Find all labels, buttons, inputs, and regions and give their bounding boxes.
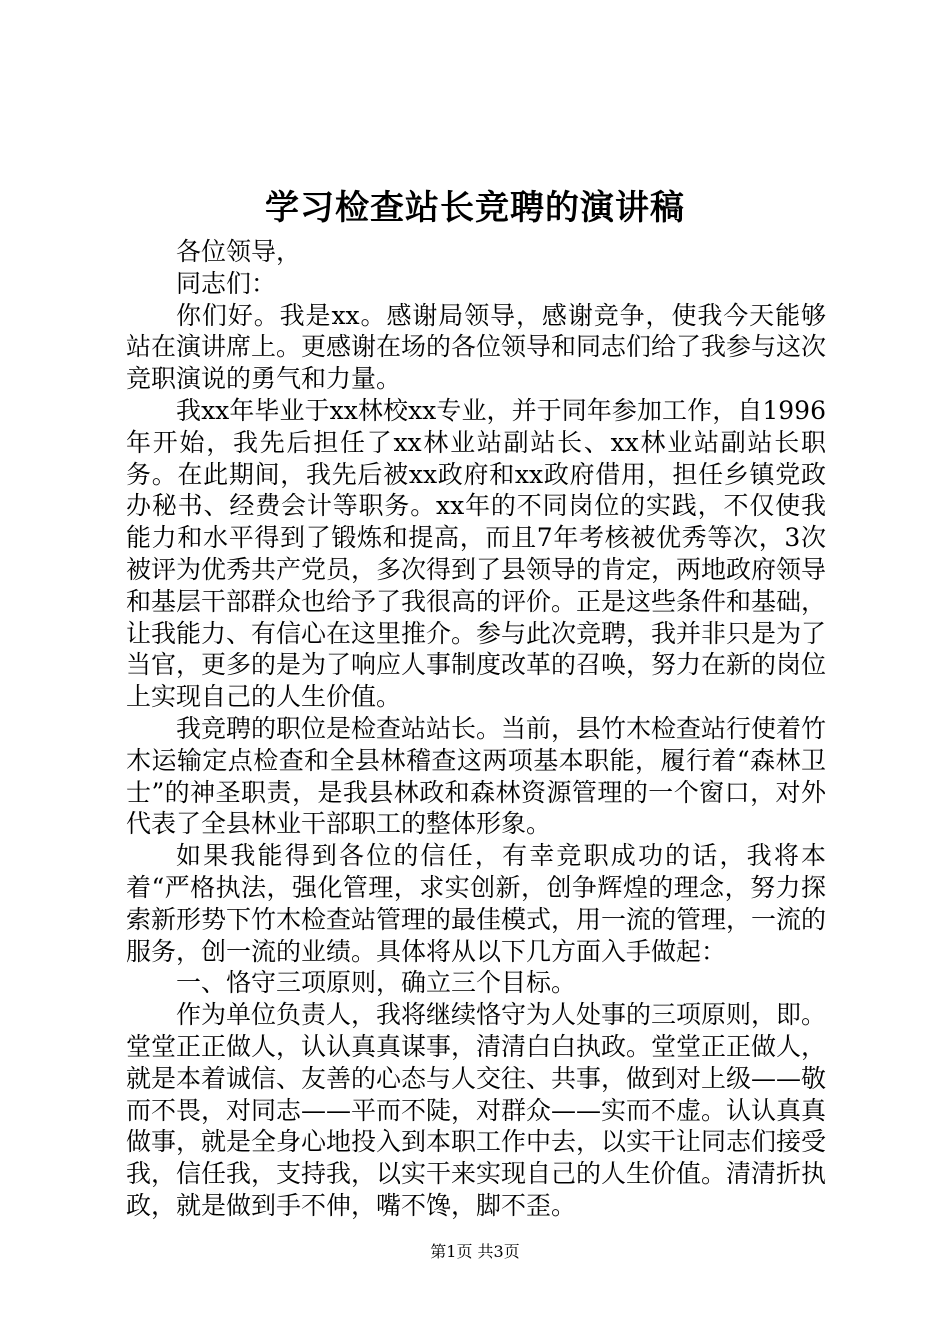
paragraph-background: 我xx年毕业于xx林校xx专业，并于同年参加工作，自1996年开始，我先后担任了xx林业站副站长、xx林业站副站长职务。在此期间，我先后被xx政府和xx政府借用，担任乡镇党政办秘书、经费会计等职务。xx年的不同岗位的实践，不仅使我能力和水平得到了锻炼和提高，而且7年考核被优秀等次，3次被评为优秀共产党员，多次得到了县领导的肯定，两地政府领导和基层干部群众也给予了我很高的评价。正是这些条件和基础，让我能力、有信心在这里推介。参与此次竞聘，我并非只是为了当官，更多的是为了响应人事制度改革的召唤，努力在新的岗位上实现自己的人生价值。 xyxy=(126,395,827,712)
paragraph-heading-one: 一、恪守三项原则，确立三个目标。 xyxy=(176,968,577,998)
paragraph-salutation-leaders: 各位领导， xyxy=(176,237,302,266)
page-footer: 第1页 共3页 xyxy=(430,1242,520,1261)
paragraph-greeting: 你们好。我是xx。感谢局领导，感谢竞争，使我今天能够站在演讲席上。更感谢在场的各位领导和同志们给了我参与这次竞职演说的勇气和力量。 xyxy=(126,300,827,394)
document-title: 学习检查站长竞聘的演讲稿 xyxy=(265,188,685,228)
paragraph-salutation-comrades: 同志们： xyxy=(176,268,277,298)
paragraph-commitment: 如果我能得到各位的信任，有幸竞职成功的话，我将本着“严格执法，强化管理，求实创新，创争辉煌的理念，努力探索新形势下竹木检查站管理的最佳模式，用一流的管理，一流的服务，创一流的业绩。具体将从以下几方面入手做起： xyxy=(126,841,827,966)
paragraph-position: 我竞聘的职位是检查站站长。当前，县竹木检查站行使着竹木运输定点检查和全县林稽查这两项基本职能，履行着“森林卫士”的神圣职责，是我县林政和森林资源管理的一个窗口，对外代表了全县林业干部职工的整体形象。 xyxy=(126,713,827,839)
document-body xyxy=(126,236,826,1222)
paragraph-principles: 作为单位负责人，我将继续恪守为人处事的三项原则，即。堂堂正正做人，认认真真谋事，清清白白执政。堂堂正正做人，就是本着诚信、友善的心态与人交往、共事，做到对上级——敬而不畏，对同志——平而不陡，对群众——实而不虚。认认真真做事，就是全身心地投入到本职工作中去，以实干让同志们接受我，信任我，支持我，以实干来实现自己的人生价值。清清折执政，就是做到手不伸，嘴不馋，脚不歪。 xyxy=(126,1000,827,1220)
